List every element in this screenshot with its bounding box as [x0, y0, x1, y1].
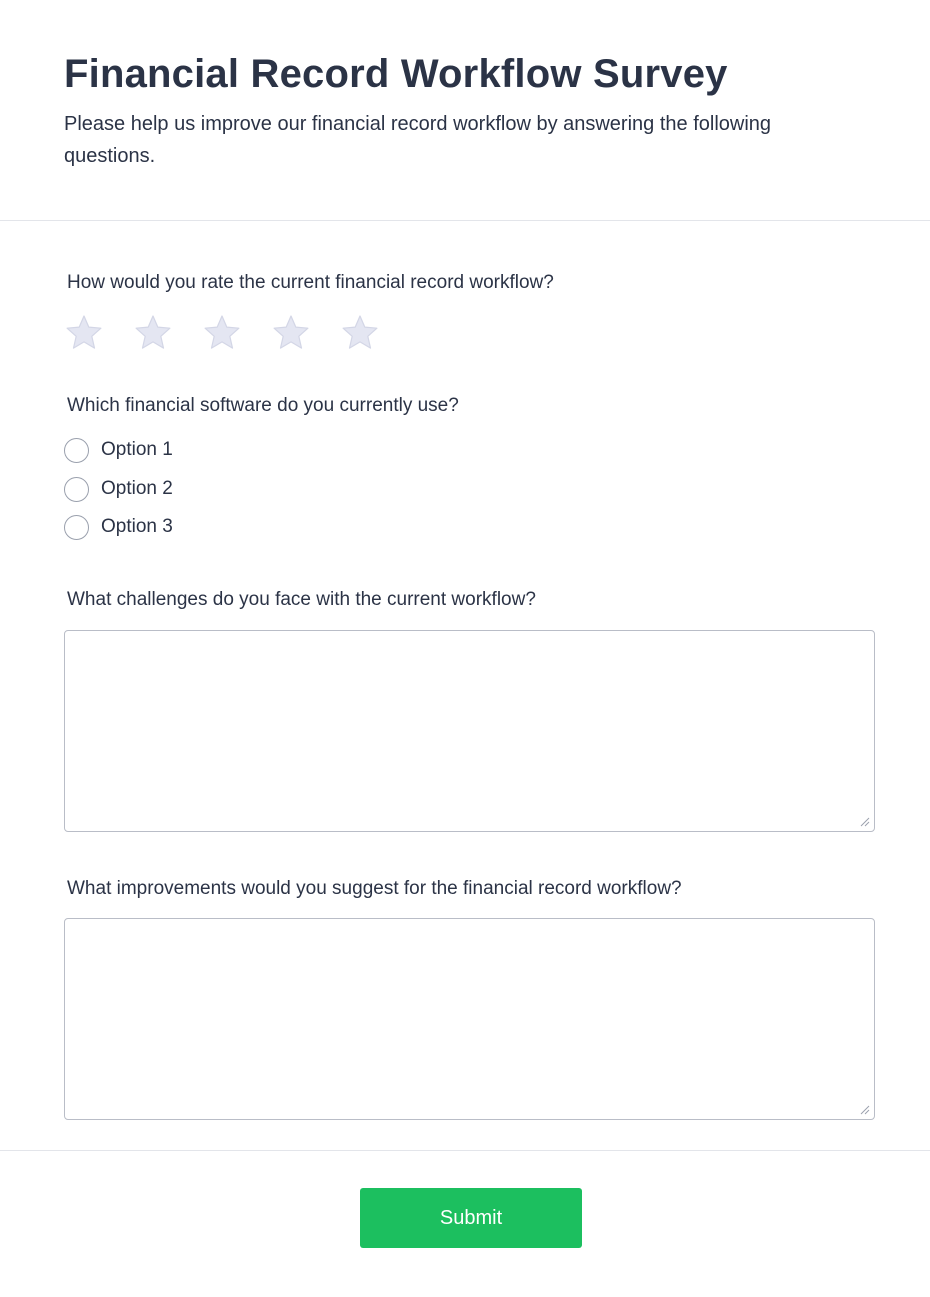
radio-label-3: Option 3: [101, 516, 173, 537]
page-title: Financial Record Workflow Survey: [64, 52, 728, 96]
star-icon-2[interactable]: [133, 313, 173, 353]
software-question-label: Which financial software do you currently use?: [67, 395, 459, 416]
challenges-textarea[interactable]: [64, 630, 875, 832]
radio-button-2[interactable]: [64, 477, 89, 502]
submit-button[interactable]: Submit: [360, 1188, 582, 1248]
radio-option-3[interactable]: [64, 514, 173, 540]
radio-label-2: Option 2: [101, 478, 173, 499]
rating-question-label: How would you rate the current financial record workflow?: [67, 272, 554, 293]
challenges-question-label: What challenges do you face with the current workflow?: [67, 589, 536, 610]
radio-button-1[interactable]: [64, 438, 89, 463]
star-icon-1[interactable]: [64, 313, 104, 353]
improvements-question-label: What improvements would you suggest for the financial record workflow?: [67, 878, 682, 899]
resize-grip-icon[interactable]: [860, 817, 870, 827]
footer-divider: [0, 1150, 930, 1151]
page-subtitle: Please help us improve our financial record workflow by answering the following questions.: [64, 113, 772, 167]
radio-option-1[interactable]: [64, 437, 173, 463]
radio-button-3[interactable]: [64, 515, 89, 540]
star-icon-4[interactable]: [271, 313, 311, 353]
star-icon-3[interactable]: [202, 313, 242, 353]
improvements-textarea[interactable]: [64, 918, 875, 1120]
survey-header: [0, 0, 930, 221]
radio-label-1: Option 1: [101, 439, 173, 460]
star-rating: [64, 313, 409, 353]
star-icon-5[interactable]: [340, 313, 380, 353]
resize-grip-icon[interactable]: [860, 1105, 870, 1115]
radio-option-2[interactable]: [64, 476, 173, 502]
